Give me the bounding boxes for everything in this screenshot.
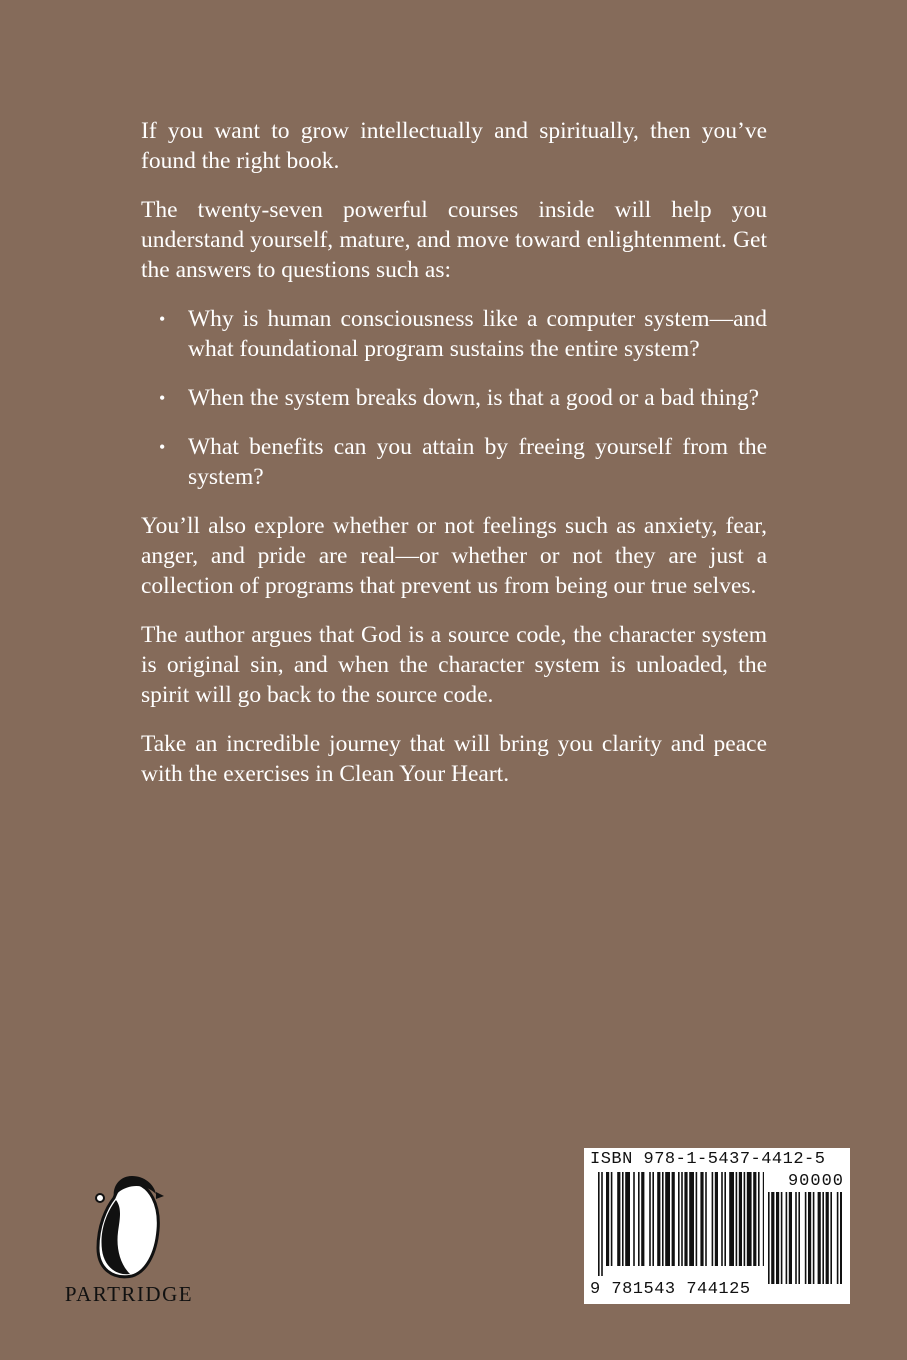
price-code: 90000 (787, 1172, 844, 1191)
publisher-name: PARTRIDGE (64, 1282, 194, 1306)
barcode-bar (813, 1192, 815, 1284)
barcode-bar (652, 1172, 654, 1266)
question-list (141, 304, 767, 492)
blurb-paragraph-2: The twenty-seven powerful courses inside will help you understand yourself, mature, and move toward enlightenment. Get the answers to questions such as: (141, 197, 767, 283)
barcode-bar (721, 1172, 723, 1266)
barcode-bar (601, 1172, 603, 1276)
barcode-bar (700, 1172, 703, 1266)
bullet-icon: • (159, 309, 166, 329)
barcode-bar (638, 1172, 640, 1266)
barcode-bar (771, 1192, 774, 1284)
blurb-paragraph-4: The author argues that God is a source code, the character system is original sin, and when the character system is unloaded, the spirit will go back to the source code. (141, 622, 767, 708)
barcode-bar (729, 1172, 734, 1266)
barcode-bar (681, 1172, 683, 1266)
question-text: What benefits can you attain by freeing yourself from the system? (188, 434, 767, 490)
barcode-bar (736, 1172, 738, 1266)
barcode-bar (678, 1172, 680, 1266)
barcode-bar (696, 1172, 698, 1266)
barcode-bar (768, 1192, 770, 1284)
blurb-paragraph-1: If you want to grow intellectually and spiritually, then you’ve found the right book. (141, 118, 767, 174)
barcode-bar (795, 1192, 797, 1284)
barcode-bar (840, 1192, 842, 1284)
barcode-bar (606, 1172, 609, 1266)
barcode-bar (622, 1172, 624, 1266)
barcode-bar (789, 1192, 792, 1284)
barcode-bar (657, 1172, 660, 1266)
barcode-bar (805, 1192, 807, 1284)
barcode-bar (672, 1172, 675, 1266)
barcode-bar (724, 1172, 726, 1266)
barcode-bar (665, 1172, 670, 1266)
barcode-bar (781, 1192, 783, 1284)
barcode-bar (712, 1172, 714, 1266)
barcode-bar (705, 1172, 707, 1266)
question-text: Why is human consciousness like a computer system—and what foundational program sustains the entire system? (188, 306, 767, 362)
bullet-icon: • (159, 437, 166, 457)
question-text: When the system breaks down, is that a good or a bad thing? (188, 385, 760, 411)
question-list-item (141, 383, 767, 413)
barcode-bar (753, 1172, 756, 1266)
question-list-item (141, 304, 767, 364)
publisher-logo (54, 1168, 204, 1308)
barcode-bar (598, 1172, 600, 1276)
question-list-item (141, 432, 767, 492)
back-cover-blurb (141, 116, 767, 808)
isbn-barcode (584, 1148, 850, 1304)
barcode-bar (739, 1172, 742, 1266)
barcode-digits: 9 781543 744125 (590, 1280, 751, 1299)
barcode-bar (649, 1172, 651, 1266)
partridge-bird-icon (92, 1168, 164, 1280)
barcode-bar (826, 1192, 829, 1284)
barcode-bar (662, 1172, 664, 1266)
blurb-paragraph-5: Take an incredible journey that will bring you clarity and peace with the exercises in Clean Your Heart. (141, 731, 767, 787)
barcode-bar (684, 1172, 687, 1266)
barcode-bar (715, 1172, 718, 1266)
barcode-bar (641, 1172, 644, 1266)
barcode-bar (808, 1192, 811, 1284)
bullet-icon: • (159, 388, 166, 408)
barcode-bar (776, 1192, 779, 1284)
barcode-bar (747, 1172, 752, 1266)
barcode-bar (786, 1192, 788, 1284)
isbn-number: ISBN 978-1-5437-4412-5 (590, 1150, 826, 1169)
barcode-bar (758, 1172, 760, 1266)
addon-bars (768, 1192, 842, 1284)
barcode-bar (689, 1172, 694, 1266)
barcode-bar (763, 1172, 764, 1266)
barcode-bar (633, 1172, 635, 1266)
barcode-bar (617, 1172, 620, 1266)
barcode-bar (822, 1192, 824, 1284)
barcode-bar (625, 1172, 630, 1266)
barcode-bar (744, 1172, 746, 1266)
barcode-bar (818, 1192, 821, 1284)
barcode-bar (830, 1192, 832, 1284)
barcode-bar (798, 1192, 800, 1284)
barcode-bar (837, 1192, 839, 1284)
blurb-paragraph-3: You’ll also explore whether or not feelings such as anxiety, fear, anger, and pride are real—or whether or not they are just a collection of programs that prevent us from being our true selves. (141, 513, 767, 599)
barcode-bar (611, 1172, 613, 1266)
ean13-bars (598, 1172, 764, 1284)
